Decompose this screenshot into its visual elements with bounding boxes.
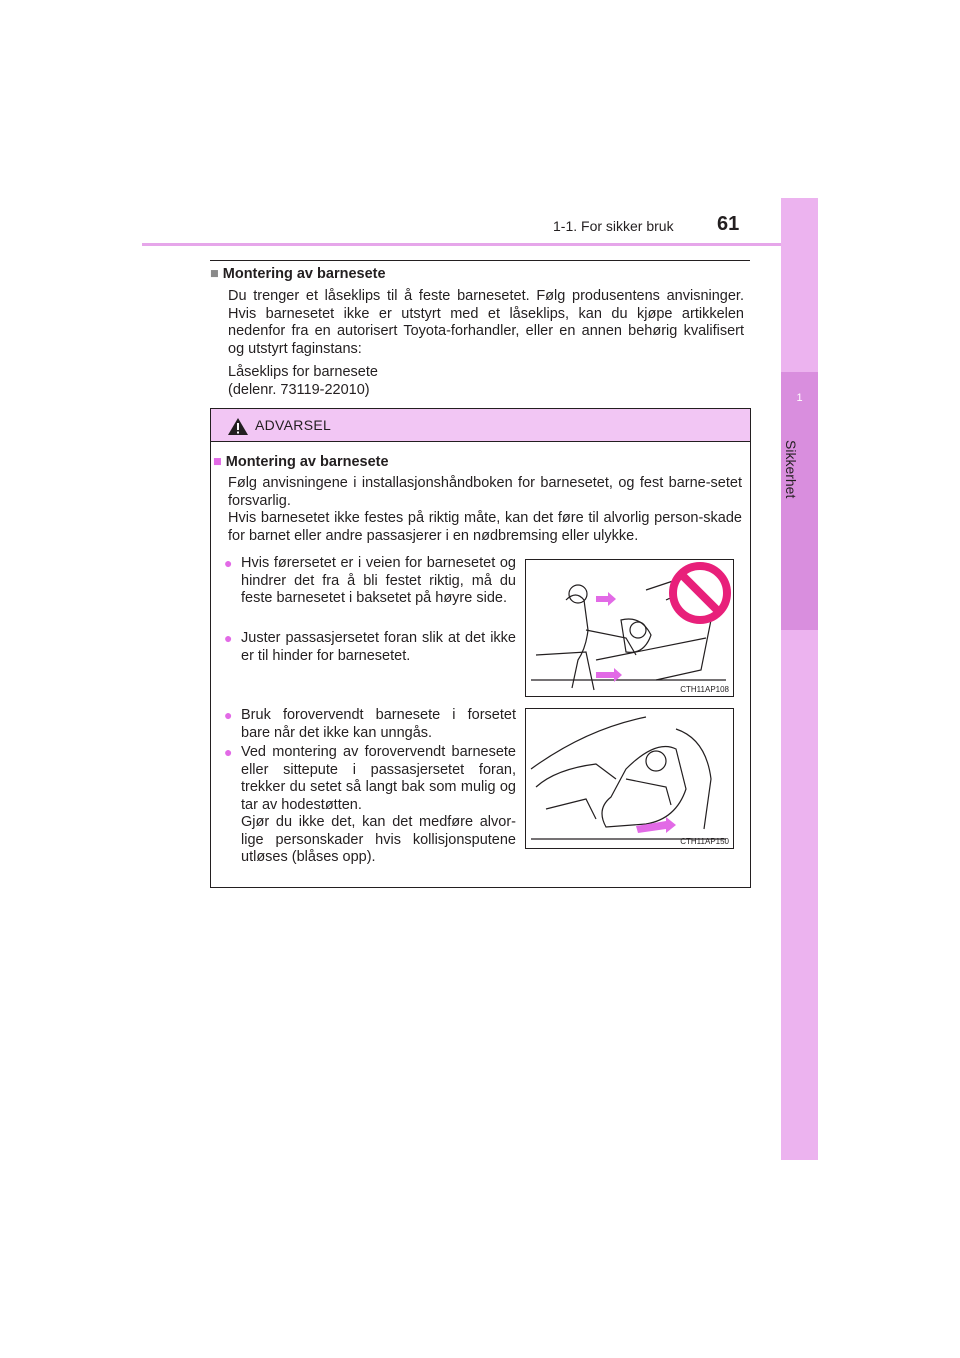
chapter-tab	[781, 198, 818, 1160]
section-rule	[210, 260, 750, 261]
warning-bullet: ● Ved montering av forovervendt barnesete eller sittepute i passasjersetet foran, trekker du setet så langt bak som mulig og tar av hodestøtten.	[224, 744, 516, 813]
figure-code: CTH11AP108	[680, 685, 729, 694]
warning-paragraph: Hvis barnesetet ikke festes på riktig måte, kan det føre til alvorlig person-skade for barnet eller andre passasjerer i en nødbremsing eller ulykke.	[228, 510, 742, 544]
section-paragraph: (delenr. 73119-22010)	[228, 382, 370, 398]
car-interior-illustration	[526, 560, 733, 696]
warning-bullet: ● Bruk forovervendt barnesete i forsetet bare når det ikke kan unngås.	[224, 707, 516, 741]
warning-box	[210, 408, 751, 888]
warning-header	[211, 409, 750, 442]
car-interior-illustration	[526, 709, 733, 848]
section-heading: ■ Montering av barnesete	[210, 266, 386, 282]
circle-bullet-icon: ●	[224, 555, 233, 571]
warning-label: ADVARSEL	[255, 417, 332, 433]
circle-bullet-icon: ●	[224, 630, 233, 646]
header-rule	[142, 243, 790, 246]
chapter-label: Sikkerhet	[783, 440, 799, 499]
warning-bullet-continuation: Gjør du ikke det, kan det medføre alvor-lige personskader hvis kollisjonsputene utløses (blåses opp).	[241, 814, 516, 865]
page-number: 61	[717, 213, 740, 235]
circle-bullet-icon: ●	[224, 707, 233, 723]
section-paragraph: Låseklips for barnesete	[228, 364, 378, 380]
warning-bullet: ● Juster passasjersetet foran slik at det ikke er til hinder for barnesetet.	[224, 630, 516, 664]
figure-driver-seat	[525, 559, 734, 697]
circle-bullet-icon: ●	[224, 744, 233, 760]
figure-front-seat	[525, 708, 734, 849]
running-header-section: 1-1. For sikker bruk	[553, 218, 674, 234]
figure-code: CTH11AP150	[680, 837, 729, 846]
section-paragraph: Du trenger et låseklips til å feste barnesetet. Følg produsentens anvisninger. Hvis barnesetet ikke er utstyrt med et låseklips, kan du kjøpe artikkelen nedenfor fra en autorisert Toyota-forhandler, eller en annen behørig kvalifisert og utstyrt faginstans:	[228, 288, 744, 357]
square-bullet-icon: ■	[213, 454, 222, 470]
warning-paragraph: Følg anvisningene i installasjonshåndboken for barnesetet, og fest barne-setet forsvarlig.	[228, 475, 742, 509]
warning-heading: ■ Montering av barnesete	[213, 454, 389, 470]
warning-bullet: ● Hvis førersetet er i veien for barnesetet og hindrer det fra å bli festet riktig, må du feste barnesetet i baksetet på høyre side.	[224, 555, 516, 606]
square-bullet-icon: ■	[210, 266, 219, 282]
prohibition-icon	[673, 566, 727, 620]
warning-triangle-icon	[227, 417, 249, 436]
chapter-number: 1	[796, 392, 803, 404]
chapter-tab-active	[781, 372, 818, 630]
